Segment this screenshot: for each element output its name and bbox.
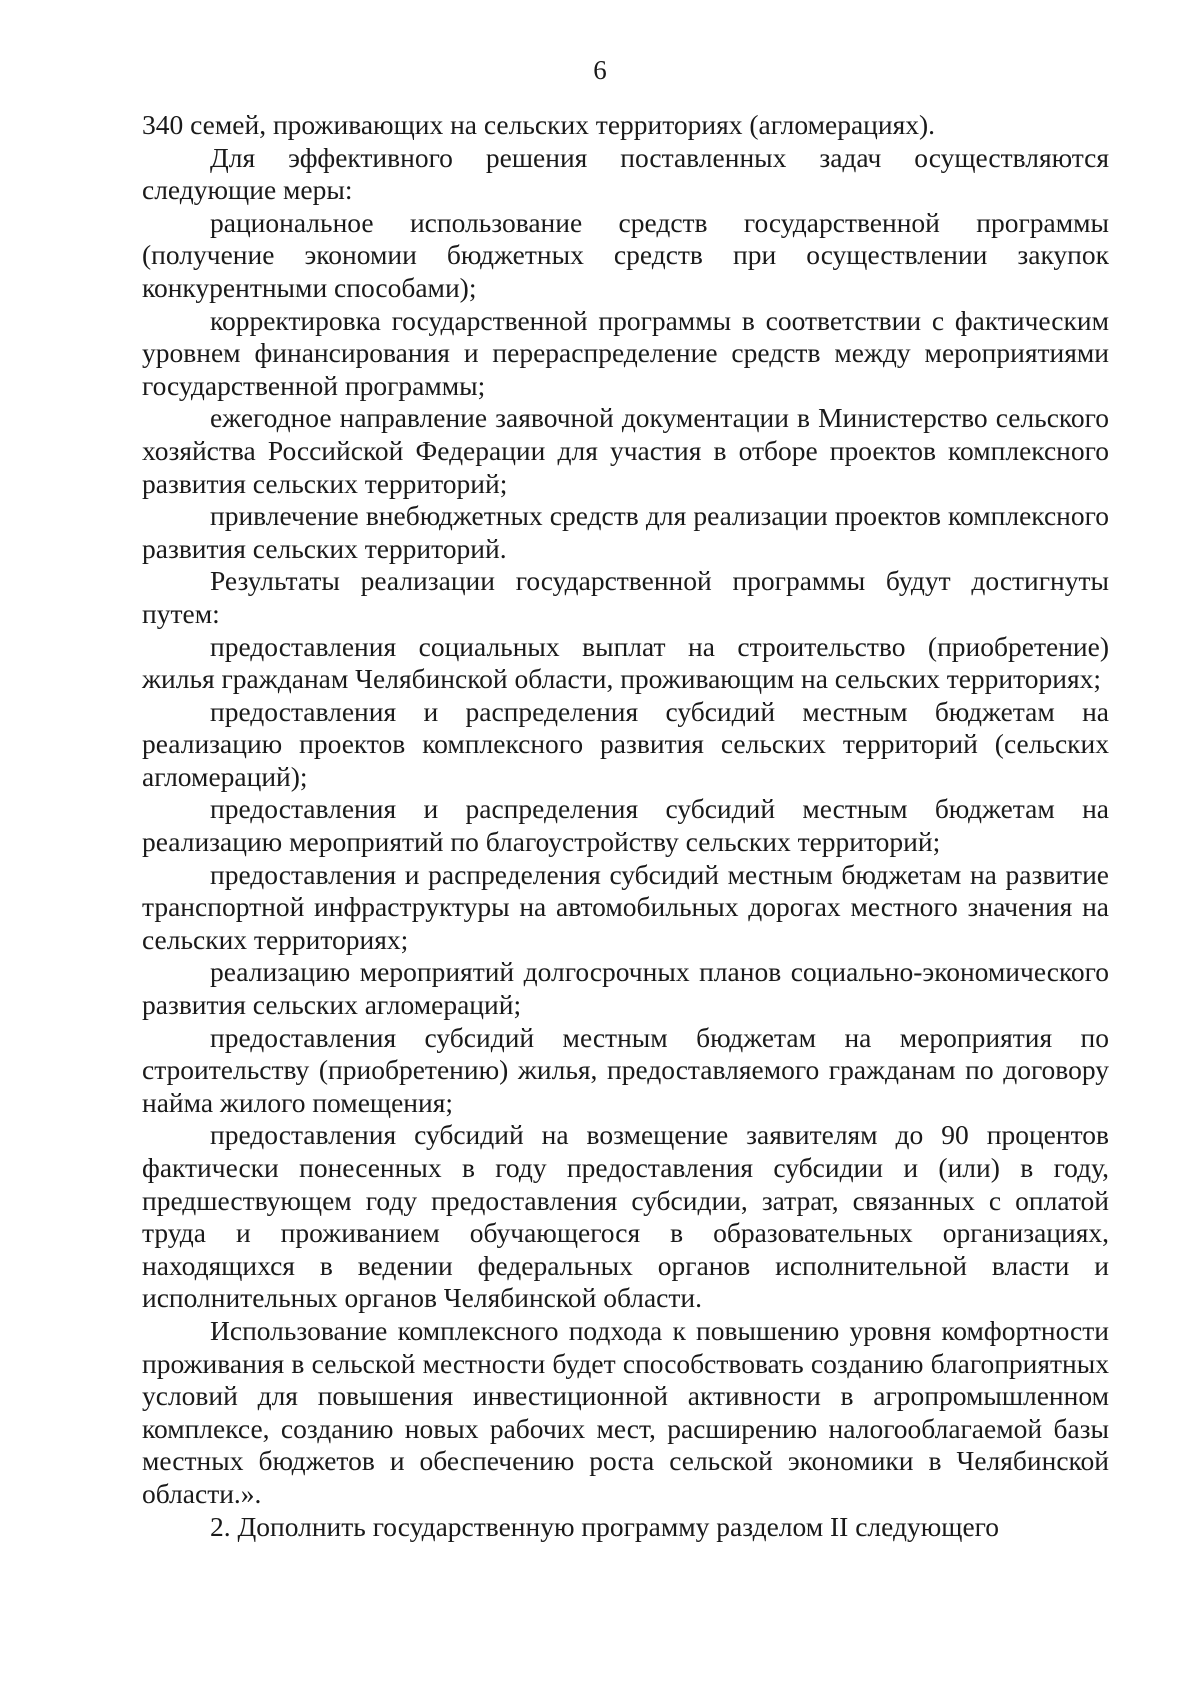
- paragraph-16: 2. Дополнить государственную программу разделом II следующего: [210, 1510, 1000, 1542]
- paragraph-7: Результаты реализации государственной программы будут достигнуты путем:: [142, 565, 1109, 629]
- paragraph-13: предоставления субсидий местным бюджетам на мероприятия по строительству (приобретению) жилья, предоставляемого гражданам по договору найма жилого помещения;: [142, 1021, 1109, 1118]
- paragraph-12: реализацию мероприятий долгосрочных планов социально-экономического развития сельских агломераций;: [142, 956, 1109, 1021]
- paragraph-11: предоставления и распределения субсидий местным бюджетам на развитие транспортной инфраструктуры на автомобильных дорогах местного значения на сельских территориях;: [142, 858, 1109, 955]
- paragraph-1: 340 семей, проживающих на сельских территориях (агломерациях).: [142, 109, 936, 140]
- paragraph-2: Для эффективного решения поставленных задач осуществляются следующие меры:: [142, 141, 1109, 206]
- paragraph-6: привлечение внебюджетных средств для реализации проектов комплексного развития сельских территорий.: [142, 500, 1109, 564]
- paragraph-10: предоставления и распределения субсидий местным бюджетам на реализацию мероприятий по благоустройству сельских территорий;: [142, 793, 1109, 858]
- paragraph-14: предоставления субсидий на возмещение заявителям до 90 процентов фактически понесенных в году предоставления субсидии и (или) в году, предшествующем году предоставления субсидии, затрат, связанных с оплатой труда и проживанием обучающегося в образовательных организациях, находящихся в ведении федеральных органов исполнительной власти и исполнительных органов Челябинской области.: [142, 1119, 1109, 1314]
- paragraph-5: ежегодное направление заявочной документации в Министерство сельского хозяйства Российской Федерации для участия в отборе проектов комплексного развития сельских территорий;: [142, 402, 1109, 499]
- paragraph-9: предоставления и распределения субсидий местным бюджетам на реализацию проектов комплексного развития сельских территорий (сельских агломераций);: [142, 695, 1109, 792]
- page-number: 6: [593, 55, 607, 85]
- paragraph-8: предоставления социальных выплат на строительство (приобретение) жилья гражданам Челябинской области, проживающим на сельских территориях;: [142, 630, 1109, 695]
- paragraph-3: рациональное использование средств государственной программы (получение экономии бюджетных средств при осуществлении закупок конкурентными способами);: [142, 206, 1109, 303]
- paragraph-15: Использование комплексного подхода к повышению уровня комфортности проживания в сельской местности будет способствовать созданию благоприятных условий для повышения инвестиционной активности в агропромышленном комплексе, созданию новых рабочих мест, расширению налогооблагаемой базы местных бюджетов и обеспечению роста сельской экономики в Челябинской области.».: [142, 1314, 1109, 1509]
- document-body: [142, 109, 1109, 1543]
- paragraph-4: корректировка государственной программы в соответствии с фактическим уровнем финансирования и перераспределение средств между мероприятиями государственной программы;: [142, 304, 1109, 401]
